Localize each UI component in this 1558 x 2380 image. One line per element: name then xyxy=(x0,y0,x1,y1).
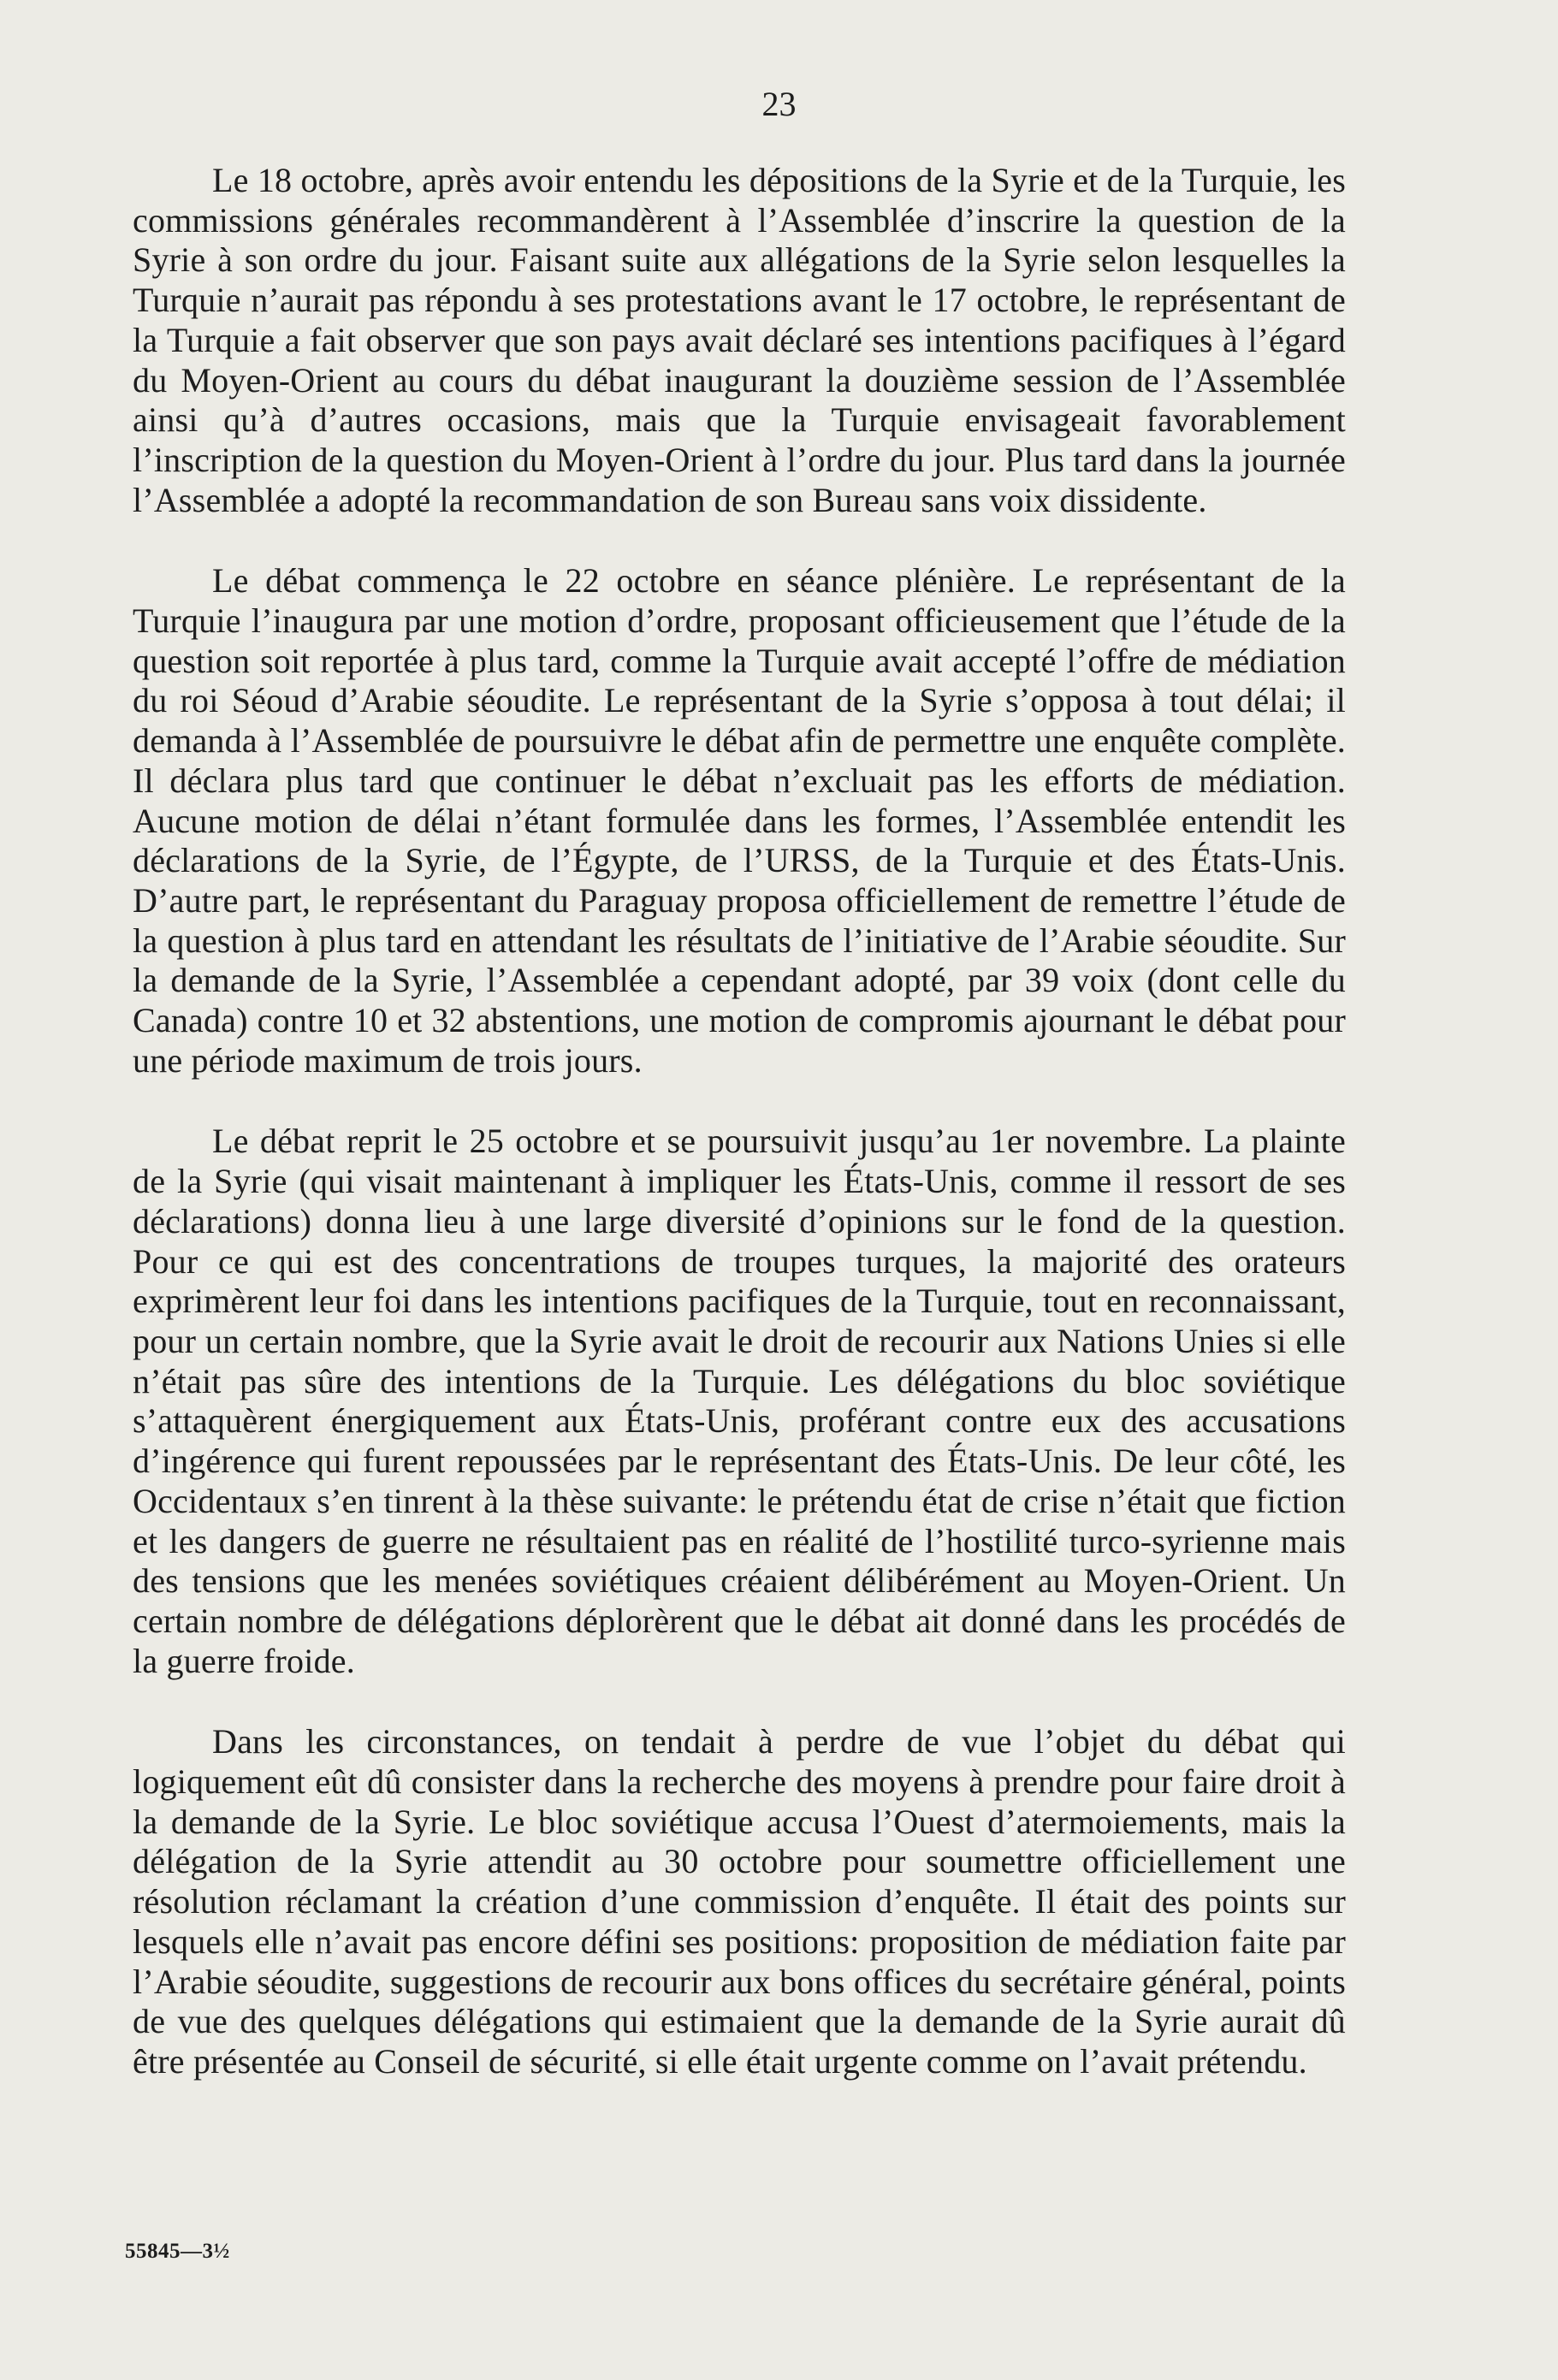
paragraph xyxy=(133,161,1346,520)
print-code: 55845—3½ xyxy=(125,2240,230,2263)
paragraph-text: Le débat commença le 22 octobre en séance plénière. Le représentant de la Turquie l’inaugura par une motion d’ordre, proposant officieusement que l’étude de la question soit reportée à plus tard, comme la Turquie avait accepté l’offre de médiation du roi Séoud d’Arabie séoudite. Le représentant de la Syrie s’opposa à tout délai; il demanda à l’Assemblée de poursuivre le débat afin de permettre une enquête complète. Il déclara plus tard que continuer le débat n’excluait pas les efforts de médiation. Aucune motion de délai n’étant formulée dans les formes, l’Assemblée entendit les déclarations de la Syrie, de l’Égypte, de l’URSS, de la Turquie et des États-Unis. D’autre part, le représentant du Paraguay proposa officiellement de remettre l’étude de la question à plus tard en attendant les résultats de l’initiative de l’Arabie séoudite. Sur la demande de la Syrie, l’Assemblée a cependant adopté, par 39 voix (dont celle du Canada) contre 10 et 32 abstentions, une motion de compromis ajournant le débat pour une période maximum de trois jours. xyxy=(133,561,1346,1080)
paragraph xyxy=(133,1722,1346,2081)
paragraph xyxy=(133,561,1346,1080)
paragraph-text: Le 18 octobre, après avoir entendu les dépositions de la Syrie et de la Turquie, les commissions générales recommandèrent à l’Assemblée d’inscrire la question de la Syrie à son ordre du jour. Faisant suite aux allégations de la Syrie selon lesquelles la Turquie n’aurait pas répondu à ses protestations avant le 17 octobre, le représentant de la Turquie a fait observer que son pays avait déclaré ses intentions pacifiques à l’égard du Moyen-Orient au cours du débat inaugurant la douzième session de l’Assemblée ainsi qu’à d’autres occasions, mais que la Turquie envisageait favorablement l’inscription de la question du Moyen-Orient à l’ordre du jour. Plus tard dans la journée l’Assemblée a adopté la recommandation de son Bureau sans voix dissidente. xyxy=(133,161,1346,519)
body-text xyxy=(133,161,1346,2082)
paragraph-text: Le débat reprit le 25 octobre et se poursuivit jusqu’au 1er novembre. La plainte de la Syrie (qui visait maintenant à impliquer les États-Unis, comme il ressort de ses déclarations) donna lieu à une large diversité d’opinions sur le fond de la question. Pour ce qui est des concentrations de troupes turques, la majorité des orateurs exprimèrent leur foi dans les intentions pacifiques de la Turquie, tout en reconnaissant, pour un certain nombre, que la Syrie avait le droit de recourir aux Nations Unies si elle n’était pas sûre des intentions de la Turquie. Les délégations du bloc soviétique s’attaquèrent énergiquement aux États-Unis, proférant contre eux des accusations d’ingérence qui furent repoussées par le représentant des États-Unis. De leur côté, les Occidentaux s’en tinrent à la thèse suivante: le prétendu état de crise n’était que fiction et les dangers de guerre ne résultaient pas en réalité de l’hostilité turco-syrienne mais des tensions que les menées soviétiques créaient délibérément au Moyen-Orient. Un certain nombre de délégations déplorèrent que le débat ait donné dans les procédés de la guerre froide. xyxy=(133,1122,1346,1680)
page-number: 23 xyxy=(761,85,797,123)
paragraph xyxy=(133,1122,1346,1681)
paragraph-text: Dans les circonstances, on tendait à perdre de vue l’objet du débat qui logiquement eût dû consister dans la recherche des moyens à prendre pour faire droit à la demande de la Syrie. Le bloc soviétique accusa l’Ouest d’atermoiements, mais la délégation de la Syrie attendit au 30 octobre pour soumettre officiellement une résolution réclamant la création d’une commission d’enquête. Il était des points sur lesquels elle n’avait pas encore défini ses positions: proposition de médiation faite par l’Arabie séoudite, suggestions de recourir aux bons offices du secrétaire général, points de vue des quelques délégations qui estimaient que la demande de la Syrie aurait dû être présentée au Conseil de sécurité, si elle était urgente comme on l’avait prétendu. xyxy=(133,1722,1346,2081)
